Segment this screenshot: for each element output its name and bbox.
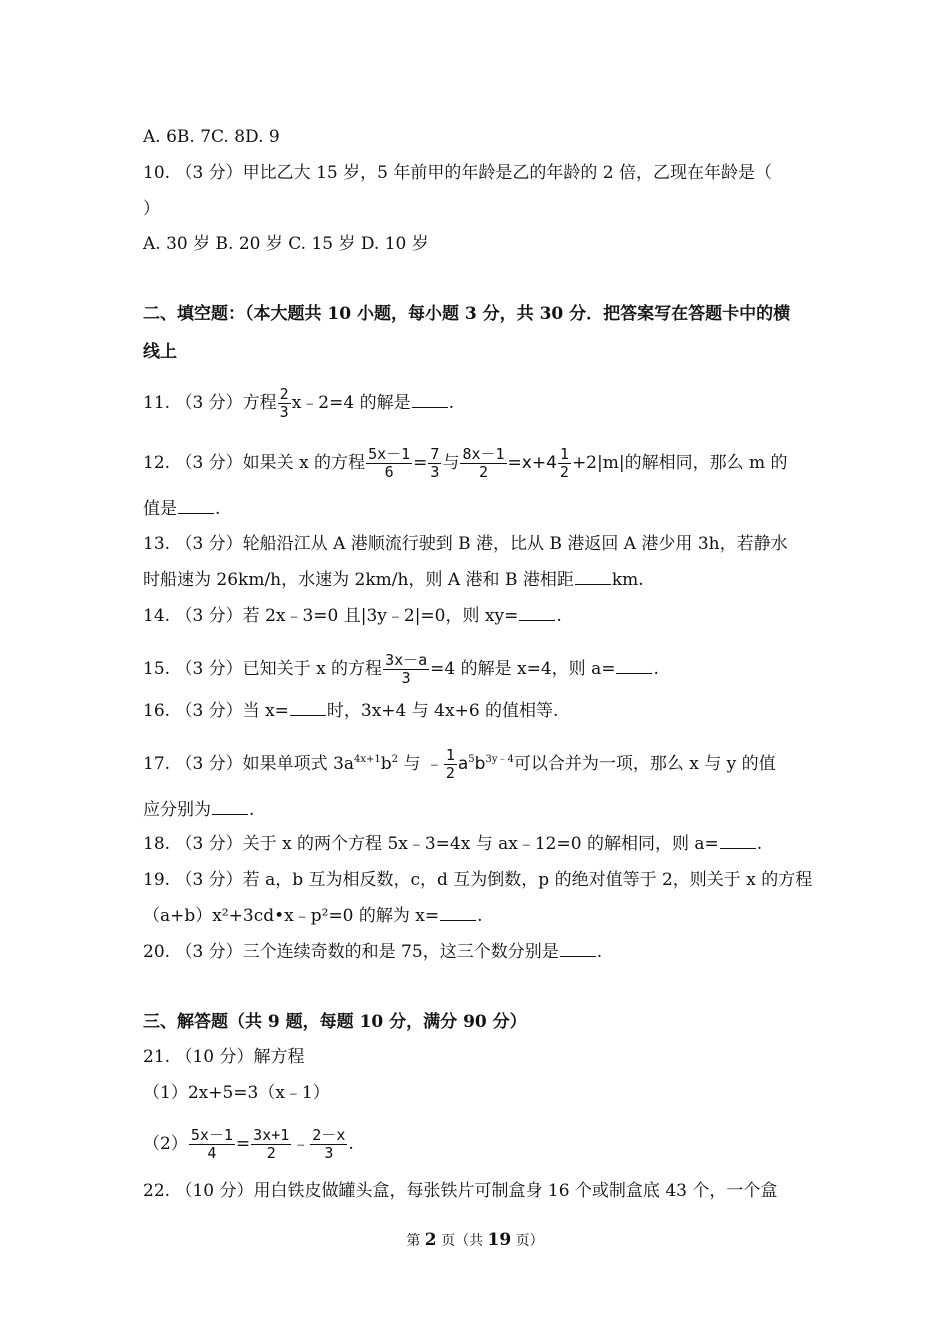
q19 bbox=[143, 869, 812, 891]
page-footer bbox=[0, 1230, 950, 1250]
denominator: 2 bbox=[266, 1144, 276, 1162]
denominator: 3 bbox=[430, 463, 440, 481]
fraction bbox=[251, 1127, 291, 1162]
text: A. 30 岁 B. 20 岁 C. 15 岁 D. 10 岁 bbox=[143, 234, 429, 254]
text: （1）2x+5=3（x﹣1） bbox=[143, 1083, 330, 1103]
text: 线上 bbox=[143, 342, 177, 362]
text: 18. （3 分）关于 x 的两个方程 5x﹣3=4x 与 ax﹣12=0 的解相同，则 a= bbox=[143, 834, 719, 854]
numerator: 8x－1 bbox=[462, 445, 505, 463]
q13-cont bbox=[143, 569, 644, 591]
numerator: 2 bbox=[279, 385, 289, 403]
denominator: 3 bbox=[401, 669, 411, 687]
text: 11. （3 分）方程 bbox=[143, 393, 277, 413]
text: = bbox=[413, 453, 428, 473]
fraction bbox=[444, 747, 457, 782]
text: 19. （3 分）若 a，b 互为相反数，c，d 互为倒数，p 的绝对值等于 2，则关于 x 的方程 bbox=[143, 870, 813, 890]
q14 bbox=[143, 605, 562, 627]
q21 bbox=[143, 1046, 304, 1068]
text: 时，3x+4 与 4x+6 的值相等. bbox=[326, 701, 559, 721]
text: b bbox=[380, 754, 392, 774]
numerator: 3x－a bbox=[385, 651, 428, 669]
numerator: 3x+1 bbox=[253, 1126, 290, 1144]
q12-cont bbox=[143, 498, 220, 520]
answer-blank bbox=[440, 919, 476, 921]
q10-options bbox=[143, 233, 429, 255]
text: 时船速为 26km/h，水速为 2km/h，则 A 港和 B 港相距 bbox=[143, 570, 574, 590]
text: 与 ﹣ bbox=[398, 754, 443, 774]
q20 bbox=[143, 941, 602, 963]
q12 bbox=[143, 446, 788, 481]
q21-part2 bbox=[143, 1127, 354, 1162]
text: 与 bbox=[442, 453, 460, 473]
q11 bbox=[143, 386, 454, 421]
text: （a+b）x²+3cd•x﹣p²=0 的解为 x= bbox=[143, 906, 440, 926]
text: 可以合并为一项，那么 x 与 y 的值 bbox=[513, 754, 776, 774]
fraction bbox=[278, 386, 291, 421]
text: 三、解答题（共 9 题，每题 10 分，满分 90 分） bbox=[143, 1012, 527, 1032]
section-2-heading bbox=[143, 303, 790, 325]
section-3-heading bbox=[143, 1011, 527, 1033]
denominator: 2 bbox=[478, 463, 488, 481]
fraction bbox=[558, 446, 571, 481]
total-pages: 19 bbox=[487, 1230, 512, 1250]
exponent: 4x+1 bbox=[354, 754, 381, 765]
text: =4 的解是 x=4，则 a= bbox=[430, 659, 616, 679]
denominator: 2 bbox=[445, 764, 455, 782]
exponent: 5 bbox=[468, 754, 475, 765]
text: . bbox=[249, 800, 255, 820]
text: 20. （3 分）三个连续奇数的和是 75，这三个数分别是 bbox=[143, 942, 559, 962]
q21-part1 bbox=[143, 1082, 330, 1104]
numerator: 1 bbox=[559, 445, 569, 463]
q9-options bbox=[143, 126, 280, 148]
text: 12. （3 分）如果关 x 的方程 bbox=[143, 453, 366, 473]
q22 bbox=[143, 1180, 777, 1202]
numerator: 7 bbox=[430, 445, 440, 463]
denominator: 3 bbox=[279, 403, 289, 421]
text: ） bbox=[143, 199, 160, 219]
text: a bbox=[457, 754, 469, 774]
text: . bbox=[448, 393, 454, 413]
fraction bbox=[460, 446, 506, 481]
answer-blank bbox=[575, 583, 611, 585]
text: 值是 bbox=[143, 499, 177, 519]
fraction bbox=[310, 1127, 347, 1162]
page-number: 2 bbox=[424, 1230, 437, 1250]
q17 bbox=[143, 747, 776, 782]
text: ﹣ bbox=[292, 1134, 310, 1154]
footer-text: 第 bbox=[406, 1233, 421, 1249]
text: . bbox=[756, 834, 763, 854]
text: . bbox=[215, 499, 221, 519]
text: . bbox=[596, 942, 603, 962]
text: 14. （3 分）若 2x﹣3=0 且|3y﹣2|=0，则 xy= bbox=[143, 606, 519, 626]
q13 bbox=[143, 533, 788, 555]
text: A. 6B. 7C. 8D. 9 bbox=[143, 127, 280, 147]
q10-stem-cont bbox=[143, 198, 160, 220]
text: x﹣2=4 的解是 bbox=[291, 393, 411, 413]
text: =x+4 bbox=[507, 453, 557, 473]
answer-blank bbox=[720, 847, 756, 849]
exponent: 2 bbox=[391, 754, 399, 765]
text: +2|m|的解相同，那么 m 的 bbox=[571, 453, 788, 473]
q17-cont bbox=[143, 799, 254, 821]
text: b bbox=[474, 754, 486, 774]
footer-text: 页） bbox=[515, 1233, 544, 1249]
numerator: 1 bbox=[445, 746, 455, 764]
fraction bbox=[428, 446, 441, 481]
section-2-heading-cont bbox=[143, 341, 177, 363]
numerator: 2－x bbox=[312, 1126, 346, 1144]
text: km. bbox=[611, 570, 644, 590]
q18 bbox=[143, 833, 762, 855]
denominator: 4 bbox=[207, 1144, 217, 1162]
denominator: 2 bbox=[559, 463, 569, 481]
text: . bbox=[348, 1134, 354, 1154]
text: 二、填空题：（本大题共 10 小题，每小题 3 分，共 30 分．把答案写在答题卡中的横 bbox=[143, 304, 791, 324]
q10-stem bbox=[143, 162, 772, 184]
numerator: 5x－1 bbox=[368, 445, 411, 463]
fraction bbox=[189, 1127, 235, 1162]
text: 15. （3 分）已知关于 x 的方程 bbox=[143, 659, 383, 679]
numerator: 5x－1 bbox=[190, 1126, 233, 1144]
answer-blank bbox=[412, 406, 448, 408]
answer-blank bbox=[616, 672, 652, 674]
text: = bbox=[235, 1134, 251, 1154]
q15 bbox=[143, 652, 659, 687]
text: 21. （10 分）解方程 bbox=[143, 1047, 305, 1067]
denominator: 6 bbox=[384, 463, 394, 481]
text: 17. （3 分）如果单项式 3a bbox=[143, 754, 355, 774]
q19-cont bbox=[143, 905, 483, 927]
denominator: 3 bbox=[324, 1144, 334, 1162]
text: 应分别为 bbox=[143, 800, 211, 820]
text: . bbox=[477, 906, 483, 926]
answer-blank bbox=[290, 714, 326, 716]
text: . bbox=[653, 659, 659, 679]
footer-text: 页（共 bbox=[441, 1233, 484, 1249]
fraction bbox=[366, 446, 412, 481]
fraction bbox=[383, 652, 429, 687]
text: 22. （10 分）用白铁皮做罐头盒，每张铁片可制盒身 16 个或制盒底 43 个，一个盒 bbox=[143, 1181, 778, 1201]
text: 10. （3 分）甲比乙大 15 岁，5 年前甲的年龄是乙的年龄的 2 倍，乙现在年龄是（ bbox=[143, 163, 772, 183]
answer-blank bbox=[519, 619, 555, 621]
answer-blank bbox=[178, 512, 214, 514]
text: 16. （3 分）当 x= bbox=[143, 701, 289, 721]
q16 bbox=[143, 700, 558, 722]
text: （2） bbox=[143, 1134, 188, 1154]
exponent: 3y﹣4 bbox=[485, 754, 514, 765]
text: . bbox=[556, 606, 562, 626]
text: 13. （3 分）轮船沿江从 A 港顺流行驶到 B 港，比从 B 港返回 A 港少用 3h，若静水 bbox=[143, 534, 788, 554]
answer-blank bbox=[560, 955, 596, 957]
answer-blank bbox=[212, 813, 248, 815]
